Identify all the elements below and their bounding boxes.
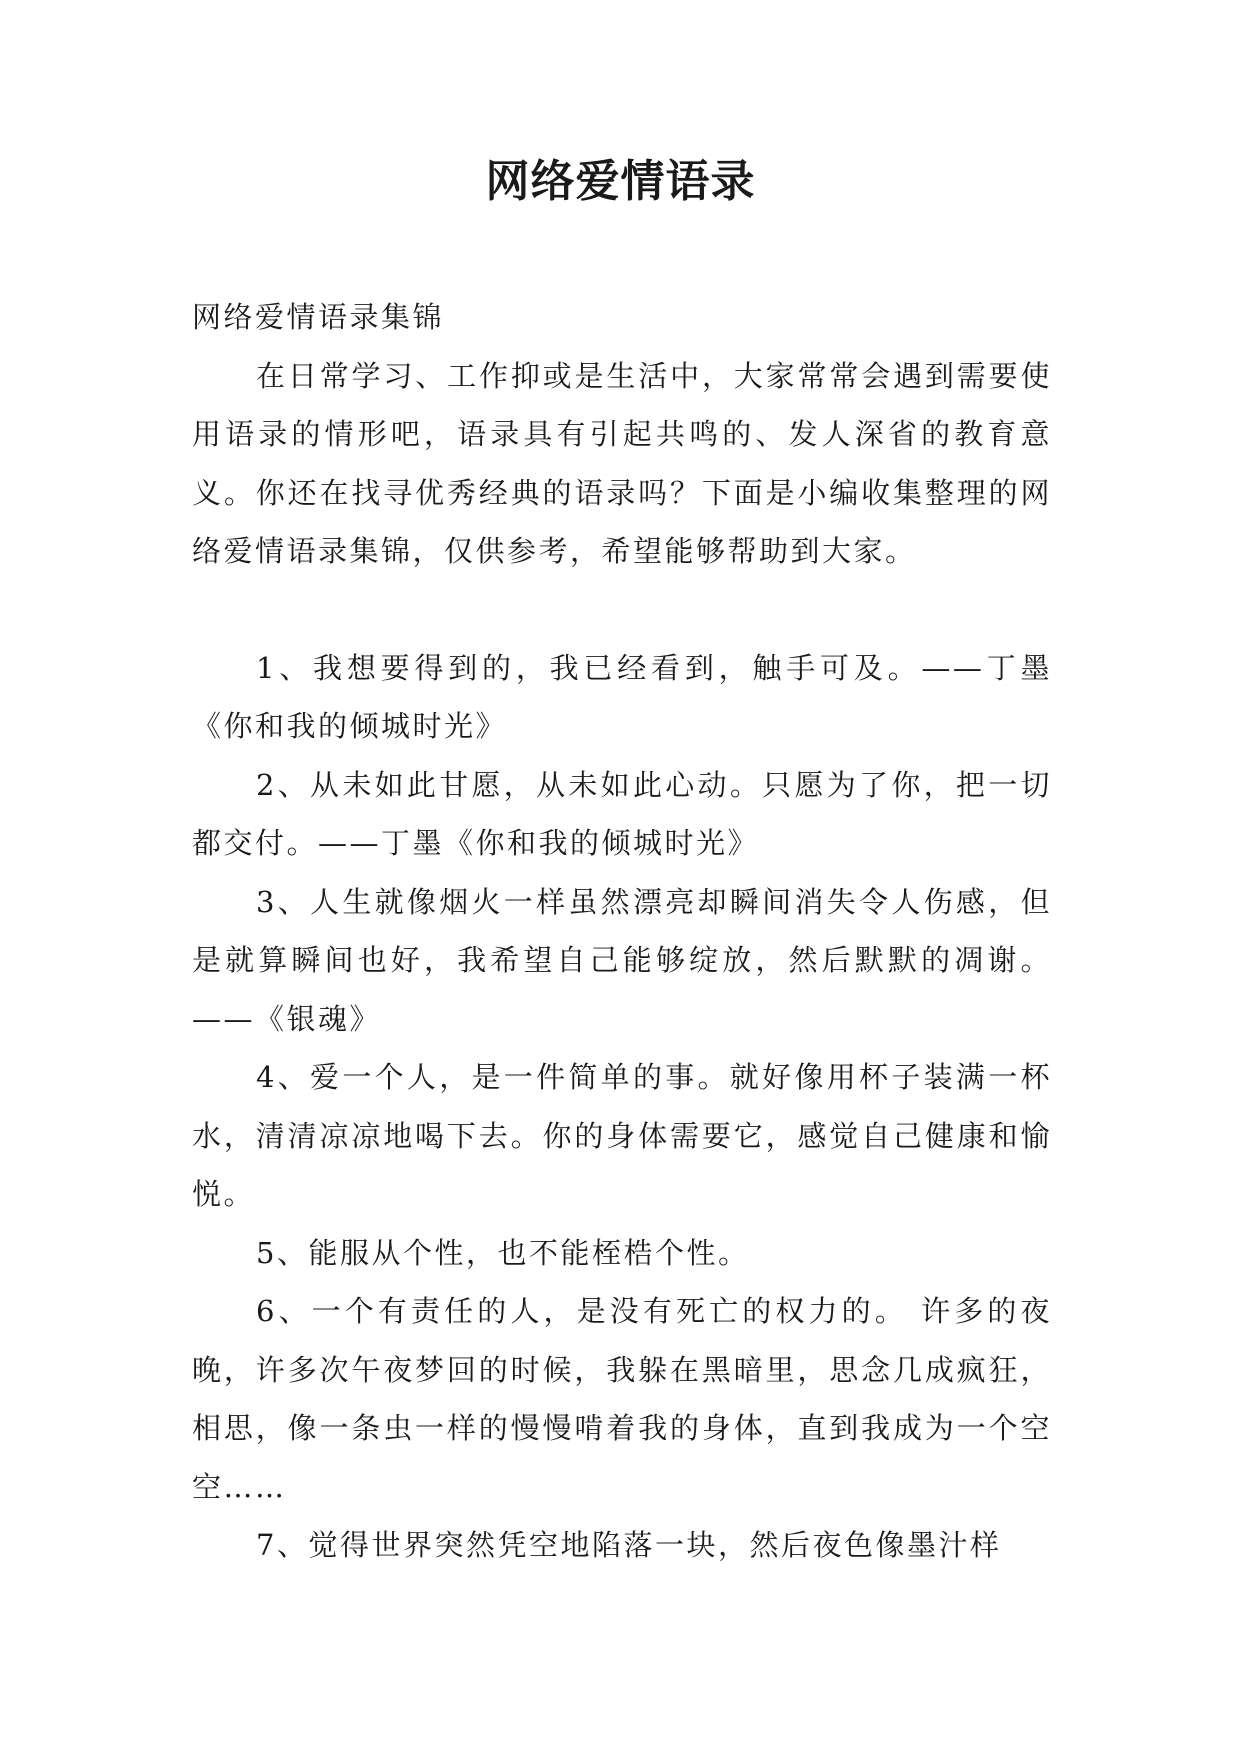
quote-paragraph: 6、一个有责任的人，是没有死亡的权力的。 许多的夜晚，许多次午夜梦回的时候，我躲在黑暗里，思念几成疯狂，相思，像一条虫一样的慢慢啃着我的身体，直到我成为一个空空……	[192, 1294, 1052, 1504]
quote-paragraph: 2、从未如此甘愿，从未如此心动。只愿为了你，把一切都交付。——丁墨《你和我的倾城时光》	[192, 767, 1052, 860]
paragraph-spacer	[192, 581, 1052, 639]
quote-paragraph: 4、爱一个人，是一件简单的事。就好像用杯子装满一杯水，清清凉凉地喝下去。你的身体需要它，感觉自己健康和愉悦。	[192, 1060, 1052, 1211]
quote-paragraph: 7、觉得世界突然凭空地陷落一块，然后夜色像墨汁样	[256, 1528, 1002, 1562]
document-title: 网络爱情语录	[485, 156, 756, 207]
document-subtitle: 网络爱情语录集锦	[192, 300, 445, 334]
document-body	[192, 288, 1052, 1575]
quote-paragraph: 5、能服从个性，也不能桎梏个性。	[256, 1235, 750, 1270]
quote-paragraph: 1、我想要得到的，我已经看到，触手可及。——丁墨《你和我的倾城时光》	[192, 650, 1052, 743]
intro-paragraph: 在日常学习、工作抑或是生活中，大家常常会遇到需要使用语录的情形吧，语录具有引起共鸣的、发人深省的教育意义。你还在找寻优秀经典的语录吗？下面是小编收集整理的网络爱情语录集锦，仅供参考，希望能够帮助到大家。	[192, 358, 1052, 568]
quote-paragraph: 3、人生就像烟火一样虽然漂亮却瞬间消失令人伤感，但是就算瞬间也好，我希望自己能够绽放，然后默默的凋谢。——《银魂》	[192, 884, 1052, 1036]
